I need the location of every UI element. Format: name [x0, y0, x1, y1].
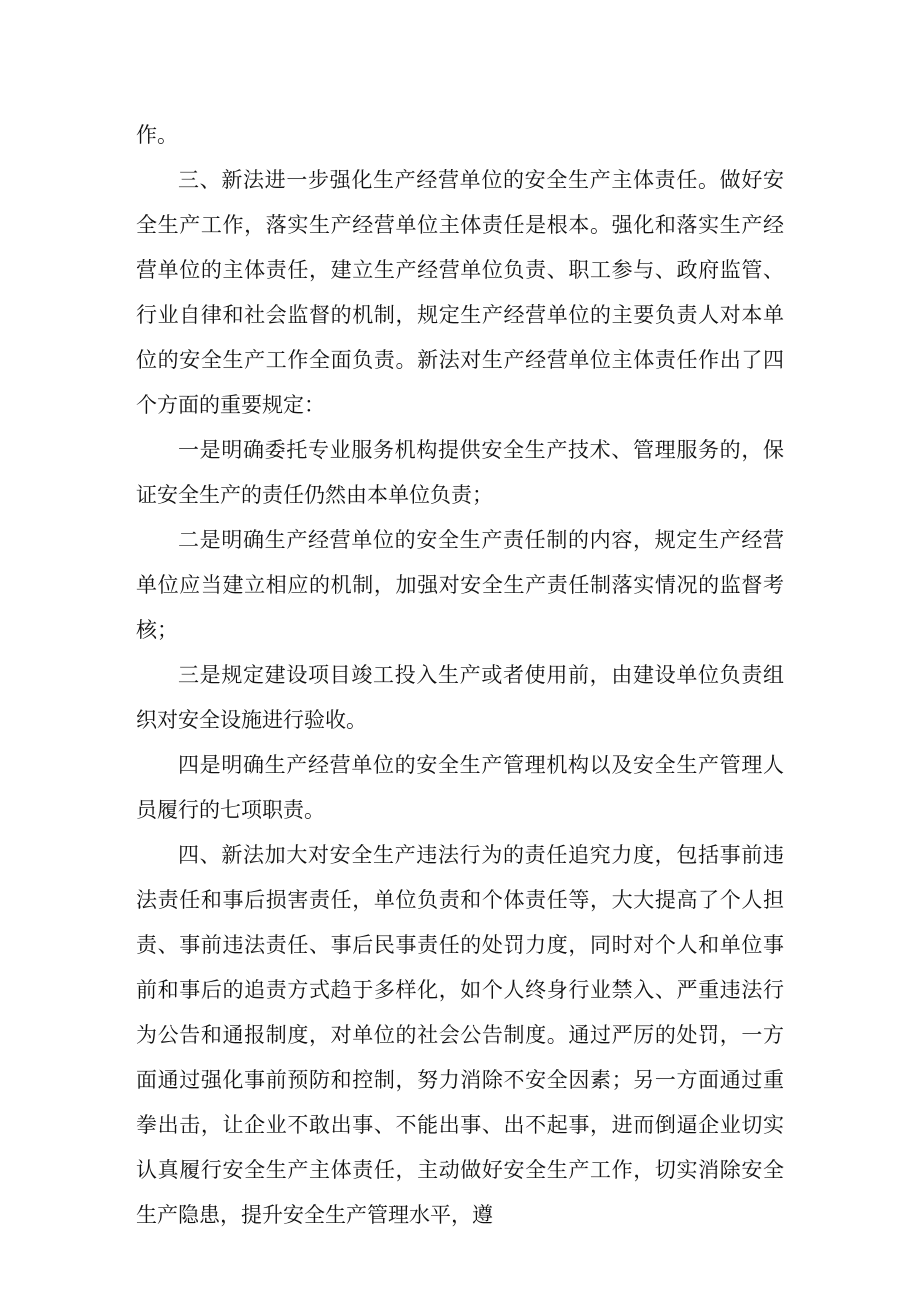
paragraph-section-four: 四、新法加大对安全生产违法行为的责任追究力度，包括事前违法责任和事后损害责任，单位负责和个体责任等，大大提高了个人担责、事前违法责任、事后民事责任的处罚力度，同时对个人和单位事前和事后的追责方式趋于多样化，如个人终身行业禁入、严重违法行为公告和通报制度，对单位的社会公告制度。通过严厉的处罚，一方面通过强化事前预防和控制，努力消除不安全因素；另一方面通过重拳出击，让企业不敢出事、不能出事、出不起事，进而倒逼企业切实认真履行安全生产主体责任，主动做好安全生产工作，切实消除安全生产隐患，提升安全生产管理水平，遵 — [136, 843, 784, 1227]
paragraph-continuation: 作。 — [136, 123, 178, 147]
paragraph-item-four: 四是明确生产经营单位的安全生产管理机构以及安全生产管理人员履行的七项职责。 — [136, 753, 784, 822]
paragraph-section-three: 三、新法进一步强化生产经营单位的安全生产主体责任。做好安全生产工作，落实生产经营单位主体责任是根本。强化和落实生产经营单位的主体责任，建立生产经营单位负责、职工参与、政府监管、行业自律和社会监督的机制，规定生产经营单位的主要负责人对本单位的安全生产工作全面负责。新法对生产经营单位主体责任作出了四个方面的重要规定： — [136, 168, 784, 417]
paragraph-item-three: 三是规定建设项目竣工投入生产或者使用前，由建设单位负责组织对安全设施进行验收。 — [136, 663, 784, 732]
paragraph-item-one: 一是明确委托专业服务机构提供安全生产技术、管理服务的，保证安全生产的责任仍然由本单位负责； — [136, 438, 784, 507]
paragraph-item-two: 二是明确生产经营单位的安全生产责任制的内容，规定生产经营单位应当建立相应的机制，加强对安全生产责任制落实情况的监督考核； — [136, 528, 784, 642]
document-body — [136, 113, 784, 1238]
